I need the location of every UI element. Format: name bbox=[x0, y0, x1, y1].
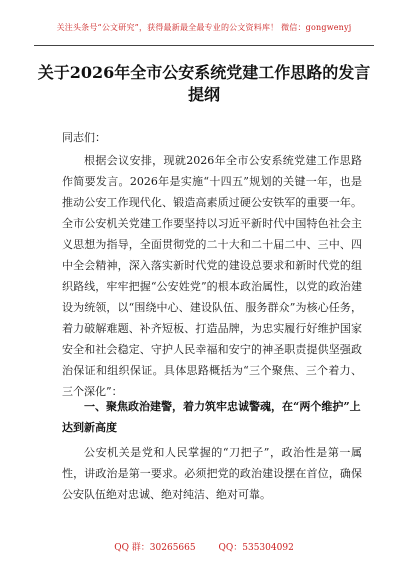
header-banner: 关注头条号“公文研究”，获得最新最全最专业的公文资料库！ 微信：gongwenyj bbox=[56, 23, 352, 32]
header-divider bbox=[34, 45, 374, 46]
footer-qq-number: QQ：535304092 bbox=[218, 543, 294, 553]
section-heading-1: 一、聚焦政治建警，着力筑牢忠诚警魂，在“两个维护”上达到新高度 bbox=[62, 400, 361, 434]
document-title: 关于2026年全市公安系统党建工作思路的发言提纲 bbox=[37, 63, 371, 104]
body-paragraph-1: 根据会议安排，现就2026年全市公安系统党建工作思路作简要发言。2026年是实施“十四五”规划的关键一年，也是推动公安工作现代化、锻造高素质过硬公安铁军的重要一年。全市公安机关党建工作要坚持以习近平新时代中国特色社会主义思想为指导，全面贯彻党的二十大和二十届二中、三中、四中全会精神，深入落实新时代党的建设总要求和新时代党的组织路线，牢牢把握“公安姓党”的根本政治属性，以党的政治建设为统领，以“围绕中心、建设队伍、服务群众”为核心任务，着力破解难题、补齐短板、打造品牌，为忠实履行好维护国家安全和社会稳定、守护人民幸福和安宁的神圣职责提供坚强政治保证和组织保证。具体思路概括为“三个聚焦、三个着力、三个深化”： bbox=[62, 154, 362, 398]
body-paragraph-2: 公安机关是党和人民掌握的“刀把子”，政治性是第一属性，讲政治是第一要求。必须把党的政治建设摆在首位，确保公安队伍绝对忠诚、绝对纯洁、绝对可靠。 bbox=[62, 446, 362, 501]
salutation: 同志们： bbox=[62, 131, 106, 144]
footer-contact bbox=[0, 540, 408, 553]
footer-qq-group: QQ 群：30265665 bbox=[114, 543, 196, 553]
